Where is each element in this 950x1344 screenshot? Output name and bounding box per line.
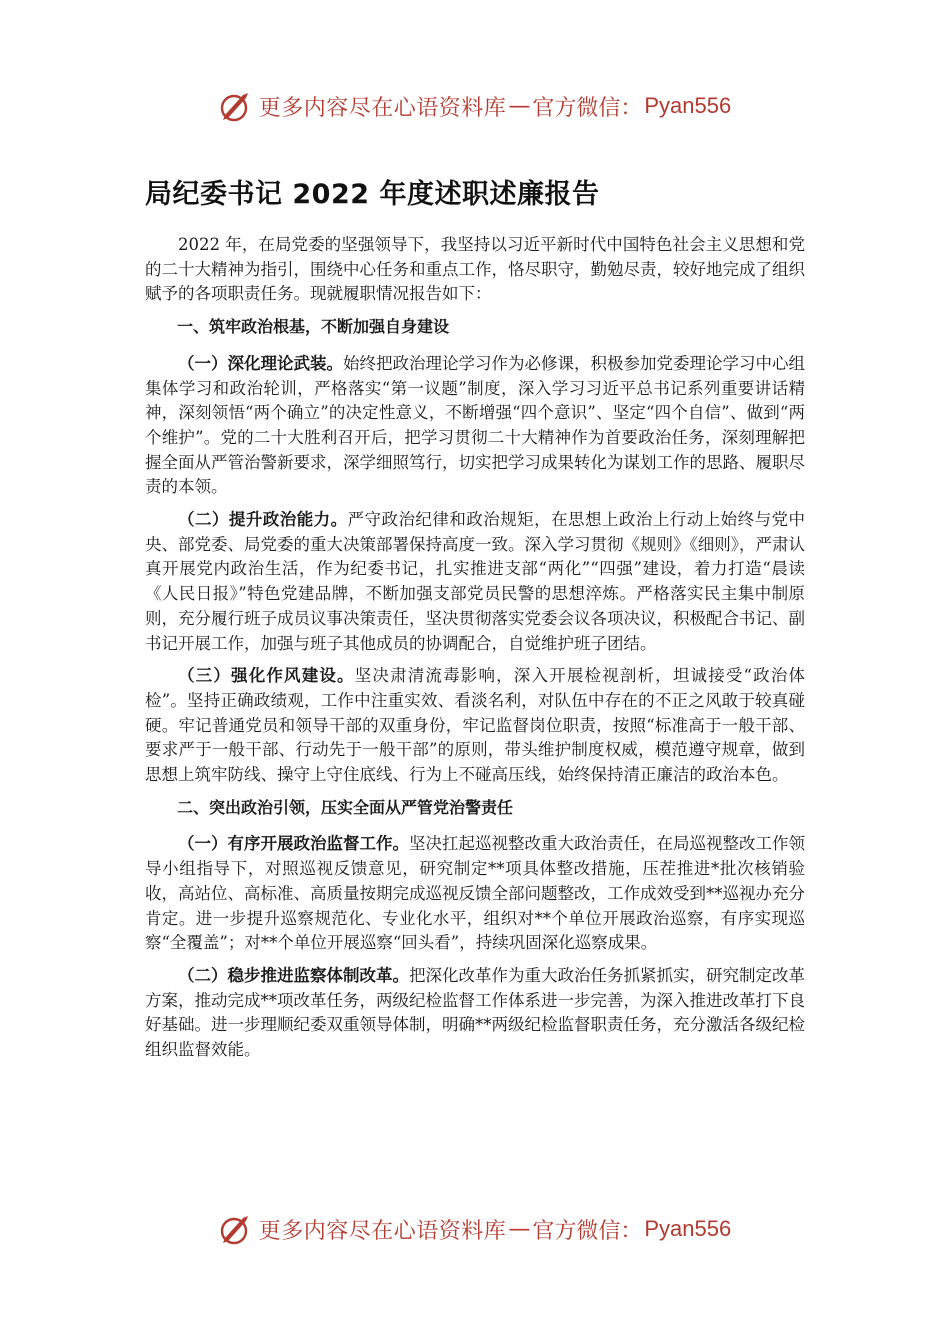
banner-wechat-id: Pyan556 xyxy=(644,1216,732,1241)
header-watermark-banner xyxy=(0,86,950,126)
footer-watermark-banner xyxy=(0,1209,950,1249)
banner-wechat-label: 官方微信： xyxy=(532,95,643,121)
paragraph-text: 把深化改革作为重大政治任务抓紧抓实，研究制定改革方案，推动完成**项改革任务，两级纪检监督工作体系进一步完善，为深入推进改革打下良好基础。进一步理顺纪委双重领导体制，明确**两级纪检监督职责任务，充分激活各级纪检组织监督效能。 xyxy=(145,965,805,1060)
banner-text: 更多内容尽在心语资料库 xyxy=(258,1218,507,1244)
paragraph-1-3 xyxy=(145,664,805,788)
banner-wechat-id: Pyan556 xyxy=(644,93,732,118)
document-body xyxy=(145,172,805,1071)
paragraph-lead: （二）提升政治能力。 xyxy=(178,510,348,530)
section-2-heading: 二、突出政治引领，压实全面从严管党治警责任 xyxy=(177,797,514,817)
banner-dash: — xyxy=(508,1216,531,1242)
paragraph-2-1 xyxy=(145,832,805,956)
paragraph-lead: （三）强化作风建设。 xyxy=(178,666,355,686)
paragraph-lead: （一）有序开展政治监督工作。 xyxy=(178,834,409,854)
pen-logo-icon xyxy=(219,89,253,123)
paragraph-2-2 xyxy=(145,964,805,1063)
paragraph-text: 坚决肃清流毒影响，深入开展检视剖析，坦诚接受“政治体检”。坚持正确政绩观，工作中注重实效、看淡名利，对队伍中存在的不正之风敢于较真碰硬。牢记普通党员和领导干部的双重身份，牢记监督岗位职责，按照“标准高于一般干部、要求严于一般干部、行动先于一般干部”的原则，带头维护制度权威，模范遵守规章，做到思想上筑牢防线、操守上守住底线、行为上不碰高压线，始终保持清正廉洁的政治本色。 xyxy=(145,666,806,785)
banner-dash: — xyxy=(508,93,531,119)
paragraph-1-2 xyxy=(145,508,805,656)
paragraph-text: 坚决扛起巡视整改重大政治责任，在局巡视整改工作领导小组指导下，对照巡视反馈意见，研究制定**项具体整改措施，压茬推进*批次核销验收，高站位、高标准、高质量按期完成巡视反馈全部问题整改，工作成效受到**巡视办充分肯定。进一步提升巡察规范化、专业化水平，组织对**个单位开展政治巡察，有序实现巡察“全覆盖”；对**个单位开展巡察“回头看”，持续巩固深化巡察成果。 xyxy=(145,834,805,953)
banner-wechat-label: 官方微信： xyxy=(532,1218,643,1244)
banner-text: 更多内容尽在心语资料库 xyxy=(258,95,507,121)
section-1-heading: 一、筑牢政治根基，不断加强自身建设 xyxy=(177,317,450,337)
paragraph-lead: （二）稳步推进监察体制改革。 xyxy=(178,965,409,985)
intro-paragraph: 2022 年，在局党委的坚强领导下，我坚持以习近平新时代中国特色社会主义思想和党的二十大精神为指引，围绕中心任务和重点工作，恪尽职守，勤勉尽责，较好地完成了组织赋予的各项职责任务。现就履职情况报告如下： xyxy=(145,235,805,304)
paragraph-lead: （一）深化理论武装。 xyxy=(178,353,343,373)
paragraph-text: 严守政治纪律和政治规矩，在思想上政治上行动上始终与党中央、部党委、局党委的重大决策部署保持高度一致。深入学习贯彻《规则》《细则》，严肃认真开展党内政治生活，作为纪委书记，扎实推进支部“两化”“四强”建设，着力打造“晨读《人民日报》”特色党建品牌，不断加强支部党员民警的思想淬炼。严格落实民主集中制原则，充分履行班子成员议事决策责任，坚决贯彻落实党委会议各项决议，积极配合书记、副书记开展工作，加强与班子其他成员的协调配合，自觉维护班子团结。 xyxy=(145,510,806,653)
paragraph-text: 始终把政治理论学习作为必修课，积极参加党委理论学习中心组集体学习和政治轮训，严格落实“第一议题”制度，深入学习习近平总书记系列重要讲话精神，深刻领悟“两个确立”的决定性意义，不断增强“四个意识”、坚定“四个自信”、做到“两个维护”。党的二十大胜利召开后，把学习贯彻二十大精神作为首要政治任务，深刻理解把握全面从严管治警新要求，深学细照笃行，切实把学习成果转化为谋划工作的思路、履职尽责的本领。 xyxy=(145,353,805,497)
pen-logo-icon xyxy=(219,1212,253,1246)
paragraph-1-1 xyxy=(145,352,805,500)
document-title: 局纪委书记 2022 年度述职述廉报告 xyxy=(145,179,600,210)
